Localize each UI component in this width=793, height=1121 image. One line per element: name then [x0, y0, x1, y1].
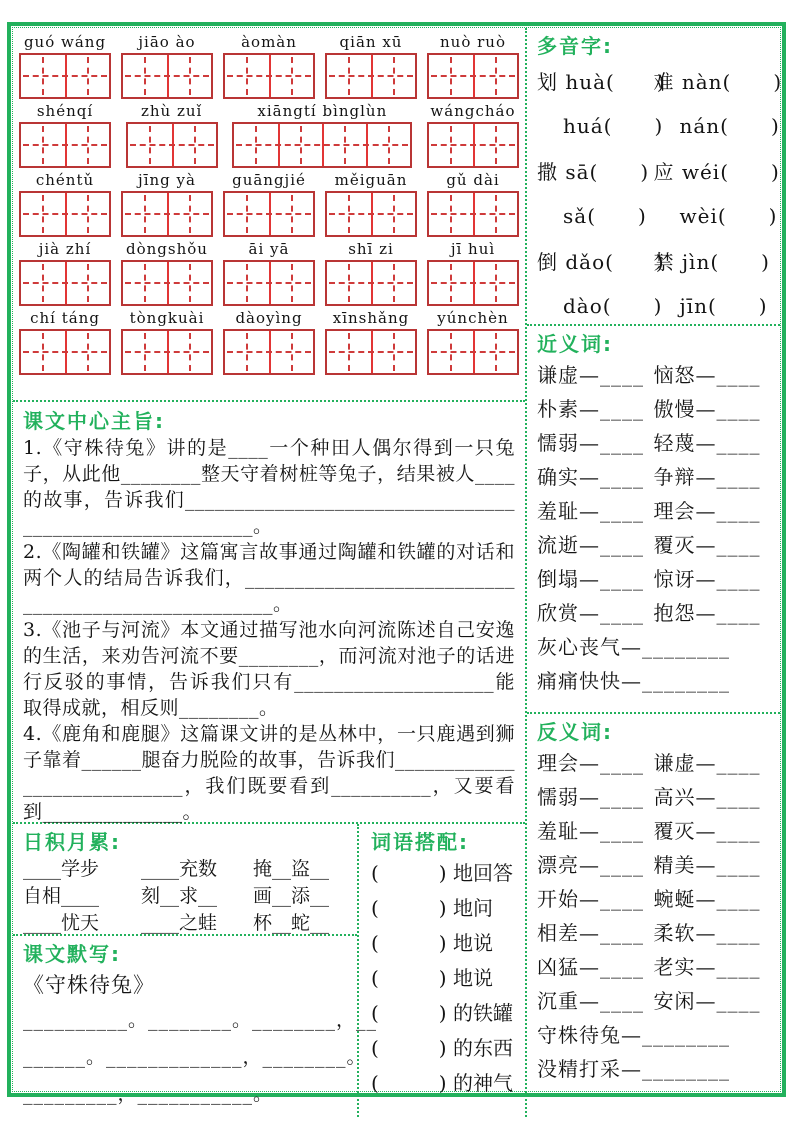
- grid-cell: [429, 331, 473, 373]
- grid-cell: [21, 262, 65, 304]
- grid-cell: [327, 193, 371, 235]
- grid-cell: [473, 331, 517, 373]
- writing-grid: [223, 329, 315, 375]
- polyphonic-entry: huá( ): [563, 114, 664, 138]
- grid-cell: [21, 193, 65, 235]
- writing-grid: [19, 260, 111, 306]
- pinyin-label: nuò ruò: [440, 33, 506, 51]
- polyphonic-section: [527, 28, 783, 326]
- word-pair-row: [537, 848, 770, 882]
- pinyin-writing-section: [13, 28, 525, 402]
- pinyin-label: gǔ dài: [446, 171, 500, 189]
- writing-grid: [427, 329, 519, 375]
- pinyin-label: jiāo ào: [138, 33, 196, 51]
- pinyin-word: [325, 239, 417, 306]
- main-idea-item: 2.《陶罐和铁罐》这篇寓言故事通过陶罐和铁罐的对话和两个人的结局告诉我们，____________________________________________________。: [23, 541, 515, 615]
- word-pair-row: [537, 596, 770, 630]
- grid-cell: [473, 193, 517, 235]
- polyphonic-groups: [537, 60, 783, 328]
- idiom-blank: ____学步: [23, 858, 100, 880]
- grid-cell: [65, 124, 109, 166]
- antonym-item: 安闲—____: [653, 989, 761, 1013]
- dictation-lines: [23, 1002, 378, 1113]
- synonym-item: 灰心丧气—________: [537, 635, 730, 659]
- synonyms-list: [537, 358, 770, 698]
- idiom-blank: 杯__蛇__: [253, 912, 330, 934]
- word-pair-row: [537, 392, 770, 426]
- polyphonic-row: [537, 284, 770, 328]
- polyphonic-row: [537, 150, 780, 194]
- idiom-blank: 掩__盗__: [253, 858, 330, 880]
- worksheet-page: [7, 22, 786, 1105]
- writing-grid: [427, 53, 519, 99]
- pinyin-word: [325, 170, 417, 237]
- writing-grid: [232, 122, 412, 168]
- polyphonic-entry: jīn( ): [679, 294, 768, 318]
- synonym-item: 流逝—____: [537, 533, 644, 557]
- polyphonic-entry: 划 huà( ): [537, 70, 666, 94]
- grid-cell: [371, 262, 415, 304]
- grid-cell: [327, 331, 371, 373]
- word-pair-row: [537, 358, 770, 392]
- word-match-title: 词语搭配:: [371, 830, 469, 854]
- grid-cell: [225, 193, 269, 235]
- word-pair-row: [537, 562, 770, 596]
- antonym-item: 高兴—____: [653, 785, 761, 809]
- writing-grid: [223, 260, 315, 306]
- antonym-item: 漂亮—____: [537, 853, 644, 877]
- dictation-title: 课文默写:: [23, 942, 121, 966]
- pinyin-word: [19, 239, 111, 306]
- pinyin-word: [223, 170, 315, 237]
- antonym-item: 没精打采—________: [537, 1057, 730, 1081]
- grid-cell: [371, 193, 415, 235]
- grid-cell: [123, 262, 167, 304]
- synonym-item: 轻蔑—____: [653, 431, 761, 455]
- word-pair-row: [537, 426, 770, 460]
- pinyin-word: [223, 239, 315, 306]
- writing-grid: [325, 191, 417, 237]
- writing-grid: [121, 53, 213, 99]
- pinyin-label: chí táng: [30, 309, 100, 327]
- daily-rows: [23, 856, 347, 937]
- grid-cell: [429, 193, 473, 235]
- synonyms-title: 近义词:: [537, 332, 613, 356]
- pinyin-label: jià zhí: [38, 240, 92, 258]
- grid-cell: [322, 124, 366, 166]
- grid-cell: [473, 124, 517, 166]
- grid-cell: [167, 262, 211, 304]
- grid-cell: [123, 331, 167, 373]
- polyphonic-title: 多音字:: [537, 34, 613, 58]
- grid-cell: [167, 55, 211, 97]
- grid-cell: [172, 124, 216, 166]
- dictation-blank-line: ______。_____________，________。: [23, 1046, 367, 1068]
- pinyin-word: [427, 32, 519, 99]
- polyphonic-entry: 禁 jìn( ): [653, 250, 770, 274]
- word-pair-row: [537, 746, 770, 780]
- pinyin-label: zhù zuǐ: [140, 102, 203, 120]
- pinyin-row: [19, 239, 519, 306]
- idiom-blank: ____充数: [141, 858, 218, 880]
- grid-cell: [269, 193, 313, 235]
- polyphonic-group: [537, 240, 770, 328]
- writing-grid: [427, 260, 519, 306]
- writing-grid: [19, 122, 111, 168]
- synonym-item: 懦弱—____: [537, 431, 644, 455]
- word-pair-row: [537, 814, 770, 848]
- polyphonic-entry: dào( ): [563, 294, 663, 318]
- writing-grid: [325, 53, 417, 99]
- word-match-item: ( ) 地说: [371, 966, 493, 990]
- polyphonic-entry: 倒 dǎo( ): [537, 250, 665, 274]
- antonym-item: 精美—____: [653, 853, 761, 877]
- dictation-section: [13, 936, 378, 1117]
- right-column: [527, 28, 783, 1117]
- antonym-item: 理会—____: [537, 751, 644, 775]
- writing-grid: [427, 191, 519, 237]
- word-match-item: ( ) 的东西: [371, 1036, 513, 1060]
- pinyin-label: àomàn: [241, 33, 297, 51]
- grid-cell: [473, 55, 517, 97]
- pinyin-row: [19, 170, 519, 237]
- word-match-item: ( ) 地回答: [371, 861, 513, 885]
- word-pair-row: [537, 882, 770, 916]
- writing-grid: [121, 260, 213, 306]
- antonym-item: 羞耻—____: [537, 819, 644, 843]
- word-match-section: [359, 824, 525, 1117]
- pinyin-row: [19, 308, 519, 375]
- dictation-book-title: 《守株待兔》: [23, 973, 155, 997]
- synonym-item: 朴素—____: [537, 397, 644, 421]
- idiom-blank: ____之蛙: [141, 912, 218, 934]
- pinyin-word: [19, 32, 111, 99]
- idiom-blank: 刻__求__: [141, 885, 218, 907]
- pinyin-label: guó wáng: [23, 33, 107, 51]
- grid-cell: [269, 262, 313, 304]
- grid-cell: [371, 55, 415, 97]
- idiom-blank: ____忧天: [23, 912, 100, 934]
- grid-cell: [21, 55, 65, 97]
- pinyin-label: měiguān: [334, 171, 408, 189]
- pinyin-rows: [19, 32, 519, 375]
- polyphonic-entry: nán( ): [679, 114, 780, 138]
- pinyin-word: [121, 170, 213, 237]
- pinyin-word: [121, 32, 213, 99]
- bottom-row: [13, 824, 525, 1117]
- pinyin-label: shénqí: [36, 102, 94, 120]
- pinyin-word: [19, 170, 111, 237]
- grid-cell: [65, 331, 109, 373]
- writing-grid: [121, 191, 213, 237]
- pinyin-label: xiāngtí bìnglùn: [257, 102, 388, 120]
- antonym-item: 守株待兔—________: [537, 1023, 730, 1047]
- pinyin-label: xīnshǎng: [332, 309, 410, 327]
- polyphonic-entry: sǎ( ): [563, 204, 647, 228]
- pinyin-label: dòngshǒu: [126, 240, 208, 258]
- synonym-item: 惊讶—____: [653, 567, 761, 591]
- antonym-item: 柔软—____: [653, 921, 761, 945]
- pinyin-label: qiān xū: [339, 33, 403, 51]
- writing-grid: [223, 53, 315, 99]
- pinyin-word: [325, 32, 417, 99]
- main-idea-item: 1.《守株待兔》讲的是____一个种田人偶尔得到一只兔子，从此他________整天守着树桩等兔子，结果被人____的故事，告诉我们________________________________________________________。: [23, 437, 515, 537]
- writing-grid: [325, 260, 417, 306]
- antonym-item: 蜿蜒—____: [653, 887, 761, 911]
- antonym-item: 懦弱—____: [537, 785, 644, 809]
- daily-row: [23, 856, 347, 883]
- grid-cell: [429, 55, 473, 97]
- synonym-item: 争辩—____: [653, 465, 761, 489]
- pinyin-word: [427, 308, 519, 375]
- antonym-item: 开始—____: [537, 887, 644, 911]
- synonym-item: 恼怒—____: [653, 363, 761, 387]
- grid-cell: [65, 193, 109, 235]
- pinyin-word: [325, 308, 417, 375]
- pinyin-word: [427, 170, 519, 237]
- grid-cell: [123, 193, 167, 235]
- word-pair-row: [537, 528, 770, 562]
- pinyin-label: shī zi: [348, 240, 394, 258]
- synonym-item: 痛痛快快—________: [537, 669, 730, 693]
- pinyin-label: tòngkuài: [129, 309, 205, 327]
- main-idea-title: 课文中心主旨:: [23, 409, 165, 433]
- antonym-item: 沉重—____: [537, 989, 644, 1013]
- grid-cell: [269, 331, 313, 373]
- polyphonic-group: [537, 60, 783, 148]
- daily-row: [23, 910, 347, 937]
- pinyin-word: [121, 308, 213, 375]
- synonym-item: 确实—____: [537, 465, 644, 489]
- main-idea-item: 3.《池子与河流》本文通过描写池水向河流陈述自己安逸的生活，来劝告河流不要________，而河流对池子的话进行反驳的事情，告诉我们只有____________________能取得成就，相反则________。: [23, 619, 515, 719]
- daily-accumulation-section: [13, 824, 357, 936]
- pinyin-row: [19, 101, 519, 168]
- antonym-item: 相差—____: [537, 921, 644, 945]
- polyphonic-row: [537, 240, 770, 284]
- word-pair-row: [537, 780, 770, 814]
- pinyin-label: āi yā: [248, 240, 290, 258]
- word-match-item: ( ) 地问: [371, 896, 493, 920]
- bottom-left-column: [13, 824, 378, 1117]
- pinyin-word: [19, 308, 111, 375]
- word-pair-row: [537, 460, 770, 494]
- dictation-blank-line: _________，___________。: [23, 1083, 274, 1105]
- idiom-blank: 自相____: [23, 885, 100, 907]
- grid-cell: [269, 55, 313, 97]
- writing-grid: [121, 329, 213, 375]
- synonym-item: 理会—____: [653, 499, 761, 523]
- synonym-item: 傲慢—____: [653, 397, 761, 421]
- polyphonic-row: [537, 104, 780, 148]
- writing-grid: [325, 329, 417, 375]
- grid-cell: [429, 262, 473, 304]
- antonyms-list: [537, 746, 770, 1086]
- main-idea-items: [23, 435, 515, 825]
- grid-cell: [327, 262, 371, 304]
- left-column: [13, 28, 527, 1117]
- worksheet-frame: [12, 27, 783, 1105]
- pinyin-word: [427, 101, 519, 168]
- synonym-item: 抱怨—____: [653, 601, 761, 625]
- grid-cell: [327, 55, 371, 97]
- main-idea-item: 4.《鹿角和鹿腿》这篇课文讲的是丛林中，一只鹿遇到狮子靠着______腿奋力脱险的故事，告诉我们____________________________，我们既要看到__________，又要看到______________。: [23, 723, 516, 823]
- antonym-item: 谦虚—____: [653, 751, 761, 775]
- pinyin-word: [223, 308, 315, 375]
- word-match-item: ( ) 的神气: [371, 1071, 513, 1095]
- grid-cell: [429, 124, 473, 166]
- synonym-item: 倒塌—____: [537, 567, 644, 591]
- pinyin-word: [121, 239, 213, 306]
- synonyms-section: [527, 326, 780, 714]
- pinyin-label: dàoyìng: [235, 309, 303, 327]
- writing-grid: [427, 122, 519, 168]
- writing-grid: [19, 191, 111, 237]
- pinyin-word: [126, 101, 218, 168]
- pinyin-label: jīng yà: [138, 171, 196, 189]
- grid-cell: [65, 55, 109, 97]
- word-pair-row: [537, 984, 770, 1018]
- pinyin-word: [223, 32, 315, 99]
- grid-cell: [371, 331, 415, 373]
- synonym-item: 覆灭—____: [653, 533, 761, 557]
- pinyin-label: jī huì: [450, 240, 496, 258]
- grid-cell: [21, 124, 65, 166]
- antonym-item: 老实—____: [653, 955, 761, 979]
- word-pair-row: [537, 916, 770, 950]
- daily-accumulation-title: 日积月累:: [23, 830, 121, 854]
- synonym-item: 欣赏—____: [537, 601, 644, 625]
- word-match-items: [371, 856, 515, 1101]
- grid-cell: [366, 124, 410, 166]
- polyphonic-group: [537, 150, 780, 238]
- antonyms-section: [527, 714, 780, 1117]
- word-pair-row: [537, 494, 770, 528]
- pinyin-label: guāngjié: [232, 171, 306, 189]
- polyphonic-row: [537, 194, 778, 238]
- grid-cell: [234, 124, 278, 166]
- grid-cell: [225, 55, 269, 97]
- grid-cell: [123, 55, 167, 97]
- polyphonic-entry: 撒 sā( ): [537, 160, 650, 184]
- writing-grid: [19, 53, 111, 99]
- idiom-blank: 画__添__: [253, 885, 330, 907]
- synonym-item: 谦虚—____: [537, 363, 644, 387]
- word-pair-row: [537, 950, 770, 984]
- grid-cell: [167, 193, 211, 235]
- grid-cell: [21, 331, 65, 373]
- pinyin-word: [232, 101, 412, 168]
- grid-cell: [128, 124, 172, 166]
- grid-cell: [167, 331, 211, 373]
- polyphonic-entry: wèi( ): [679, 204, 778, 228]
- pinyin-word: [19, 101, 111, 168]
- pinyin-label: yúnchèn: [437, 309, 509, 327]
- antonym-item: 凶猛—____: [537, 955, 644, 979]
- grid-cell: [473, 262, 517, 304]
- writing-grid: [126, 122, 218, 168]
- polyphonic-row: [537, 60, 783, 104]
- polyphonic-entry: 应 wéi( ): [653, 160, 780, 184]
- pinyin-word: [427, 239, 519, 306]
- daily-row: [23, 883, 347, 910]
- writing-grid: [223, 191, 315, 237]
- pinyin-label: wángcháo: [430, 102, 516, 120]
- synonym-item: 羞耻—____: [537, 499, 644, 523]
- polyphonic-entry: 难 nàn( ): [653, 70, 783, 94]
- main-idea-section: [13, 402, 525, 824]
- grid-cell: [225, 262, 269, 304]
- pinyin-row: [19, 32, 519, 99]
- word-match-item: ( ) 地说: [371, 931, 493, 955]
- grid-cell: [278, 124, 322, 166]
- antonyms-title: 反义词:: [537, 720, 613, 744]
- grid-cell: [225, 331, 269, 373]
- antonym-item: 覆灭—____: [653, 819, 761, 843]
- writing-grid: [19, 329, 111, 375]
- grid-cell: [65, 262, 109, 304]
- word-match-item: ( ) 的铁罐: [371, 1001, 513, 1025]
- pinyin-label: chéntǔ: [35, 171, 95, 189]
- dictation-blank-line: __________。________。________，__: [23, 1009, 378, 1031]
